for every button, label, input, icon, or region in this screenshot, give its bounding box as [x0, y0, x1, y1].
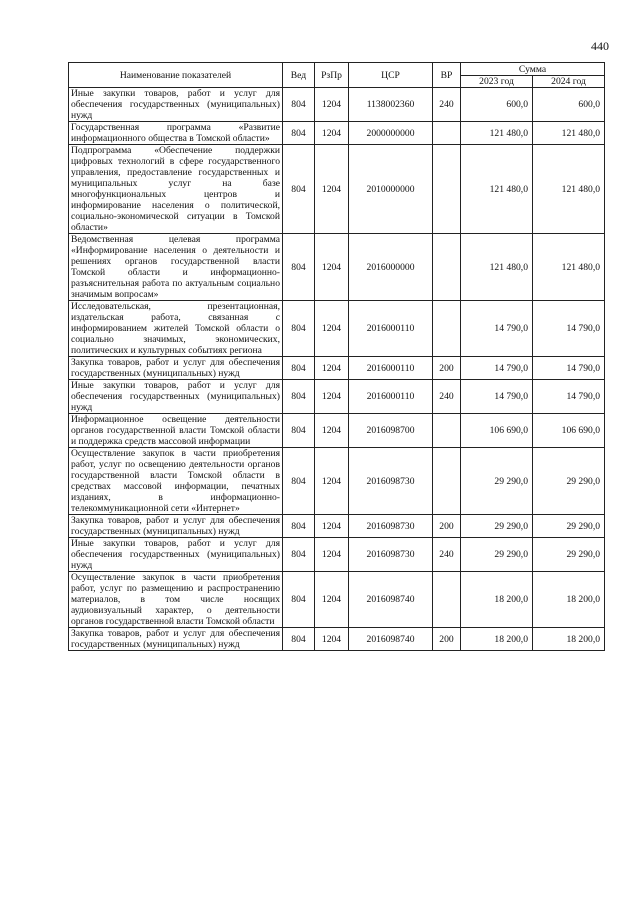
cell-sum-2023: 121 480,0 [461, 145, 533, 234]
cell-ved: 804 [283, 234, 315, 301]
cell-sum-2023: 121 480,0 [461, 234, 533, 301]
table-row [69, 538, 605, 572]
cell-rzpr: 1204 [315, 301, 349, 357]
cell-vr [433, 448, 461, 515]
table-header [69, 63, 605, 88]
cell-vr: 200 [433, 628, 461, 651]
cell-rzpr: 1204 [315, 357, 349, 380]
cell-sum-2024: 106 690,0 [533, 414, 605, 448]
table-row [69, 628, 605, 651]
cell-ved: 804 [283, 448, 315, 515]
cell-csr: 2016098730 [349, 448, 433, 515]
cell-vr [433, 122, 461, 145]
cell-name: Закупка товаров, работ и услуг для обеспечения государственных (муниципальных) нужд [69, 628, 283, 651]
budget-table [68, 62, 605, 651]
cell-rzpr: 1204 [315, 145, 349, 234]
cell-vr: 200 [433, 357, 461, 380]
cell-ved: 804 [283, 122, 315, 145]
cell-vr: 240 [433, 538, 461, 572]
cell-vr: 240 [433, 88, 461, 122]
cell-sum-2024: 29 290,0 [533, 448, 605, 515]
cell-csr: 2016098740 [349, 628, 433, 651]
cell-ved: 804 [283, 572, 315, 628]
cell-sum-2024: 18 200,0 [533, 572, 605, 628]
cell-vr [433, 145, 461, 234]
cell-sum-2023: 18 200,0 [461, 628, 533, 651]
cell-sum-2024: 29 290,0 [533, 538, 605, 572]
cell-name: Закупка товаров, работ и услуг для обеспечения государственных (муниципальных) нужд [69, 357, 283, 380]
cell-sum-2023: 29 290,0 [461, 538, 533, 572]
cell-csr: 1138002360 [349, 88, 433, 122]
page-number: 440 [591, 39, 609, 53]
cell-vr [433, 301, 461, 357]
table-row [69, 380, 605, 414]
cell-rzpr: 1204 [315, 572, 349, 628]
cell-vr [433, 572, 461, 628]
table-row [69, 515, 605, 538]
cell-sum-2023: 121 480,0 [461, 122, 533, 145]
header-name: Наименование показателей [69, 63, 283, 88]
cell-vr: 200 [433, 515, 461, 538]
table-row [69, 234, 605, 301]
cell-name: Иные закупки товаров, работ и услуг для обеспечения государственных (муниципальных) нужд [69, 88, 283, 122]
table-row [69, 357, 605, 380]
cell-rzpr: 1204 [315, 448, 349, 515]
cell-sum-2024: 121 480,0 [533, 145, 605, 234]
table-row [69, 572, 605, 628]
cell-ved: 804 [283, 380, 315, 414]
cell-ved: 804 [283, 628, 315, 651]
cell-sum-2024: 29 290,0 [533, 515, 605, 538]
cell-ved: 804 [283, 88, 315, 122]
cell-csr: 2016000110 [349, 301, 433, 357]
cell-ved: 804 [283, 538, 315, 572]
header-year-2023: 2023 год [461, 76, 533, 88]
cell-sum-2023: 14 790,0 [461, 301, 533, 357]
cell-rzpr: 1204 [315, 515, 349, 538]
header-ved: Вед [283, 63, 315, 88]
cell-rzpr: 1204 [315, 88, 349, 122]
table-body [69, 88, 605, 651]
cell-rzpr: 1204 [315, 380, 349, 414]
cell-name: Иные закупки товаров, работ и услуг для обеспечения государственных (муниципальных) нужд [69, 538, 283, 572]
table-row [69, 122, 605, 145]
cell-rzpr: 1204 [315, 538, 349, 572]
cell-rzpr: 1204 [315, 628, 349, 651]
cell-rzpr: 1204 [315, 122, 349, 145]
cell-sum-2023: 106 690,0 [461, 414, 533, 448]
header-sum: Сумма [461, 63, 605, 76]
table-row [69, 145, 605, 234]
cell-sum-2024: 14 790,0 [533, 380, 605, 414]
cell-rzpr: 1204 [315, 234, 349, 301]
table-row [69, 301, 605, 357]
cell-name: Иные закупки товаров, работ и услуг для обеспечения государственных (муниципальных) нужд [69, 380, 283, 414]
table-row [69, 414, 605, 448]
header-vr: ВР [433, 63, 461, 88]
cell-name: Закупка товаров, работ и услуг для обеспечения государственных (муниципальных) нужд [69, 515, 283, 538]
cell-name: Исследовательская, презентационная, издательская работа, связанная с информированием жителей Томской области о социально значимых, экономических, политических и культурных событиях региона [69, 301, 283, 357]
cell-sum-2024: 121 480,0 [533, 122, 605, 145]
table-row [69, 448, 605, 515]
cell-vr [433, 234, 461, 301]
header-year-2024: 2024 год [533, 76, 605, 88]
cell-rzpr: 1204 [315, 414, 349, 448]
cell-ved: 804 [283, 414, 315, 448]
cell-sum-2023: 14 790,0 [461, 380, 533, 414]
cell-sum-2023: 600,0 [461, 88, 533, 122]
cell-csr: 2010000000 [349, 145, 433, 234]
cell-csr: 2016000000 [349, 234, 433, 301]
cell-sum-2023: 29 290,0 [461, 448, 533, 515]
cell-sum-2024: 14 790,0 [533, 357, 605, 380]
cell-vr [433, 414, 461, 448]
cell-csr: 2016098730 [349, 538, 433, 572]
cell-sum-2024: 600,0 [533, 88, 605, 122]
cell-sum-2024: 121 480,0 [533, 234, 605, 301]
table-row [69, 88, 605, 122]
cell-csr: 2016098740 [349, 572, 433, 628]
cell-sum-2024: 14 790,0 [533, 301, 605, 357]
cell-ved: 804 [283, 145, 315, 234]
cell-name: Ведомственная целевая программа «Информирование населения о деятельности и решениях органов государственной власти Томской области и информационно-разъяснительная работа по актуальным социально значимым вопросам» [69, 234, 283, 301]
cell-name: Осуществление закупок в части приобретения работ, услуг по размещению и распространению материалов, в том числе носящих аудиовизуальный характер, о деятельности органов государственной власти Томской области [69, 572, 283, 628]
cell-ved: 804 [283, 357, 315, 380]
header-rzpr: РзПр [315, 63, 349, 88]
cell-sum-2023: 14 790,0 [461, 357, 533, 380]
cell-sum-2024: 18 200,0 [533, 628, 605, 651]
cell-sum-2023: 18 200,0 [461, 572, 533, 628]
cell-csr: 2016098730 [349, 515, 433, 538]
cell-name: Осуществление закупок в части приобретения работ, услуг по освещению деятельности органов государственной власти Томской области в средствах массовой информации, печатных изданиях, в информационно-телекоммуникационной сети «Интернет» [69, 448, 283, 515]
cell-ved: 804 [283, 301, 315, 357]
cell-name: Подпрограмма «Обеспечение поддержки цифровых технологий в сфере государственного управления, предоставление государственных и муниципальных услуг на базе многофункциональных центров и информирование населения о политической, социально-экономической ситуации в Томской области» [69, 145, 283, 234]
cell-name: Информационное освещение деятельности органов государственной власти Томской области и поддержка средств массовой информации [69, 414, 283, 448]
cell-name: Государственная программа «Развитие информационного общества в Томской области» [69, 122, 283, 145]
cell-sum-2023: 29 290,0 [461, 515, 533, 538]
cell-csr: 2016098700 [349, 414, 433, 448]
cell-vr: 240 [433, 380, 461, 414]
header-csr: ЦСР [349, 63, 433, 88]
cell-csr: 2000000000 [349, 122, 433, 145]
cell-ved: 804 [283, 515, 315, 538]
cell-csr: 2016000110 [349, 357, 433, 380]
cell-csr: 2016000110 [349, 380, 433, 414]
